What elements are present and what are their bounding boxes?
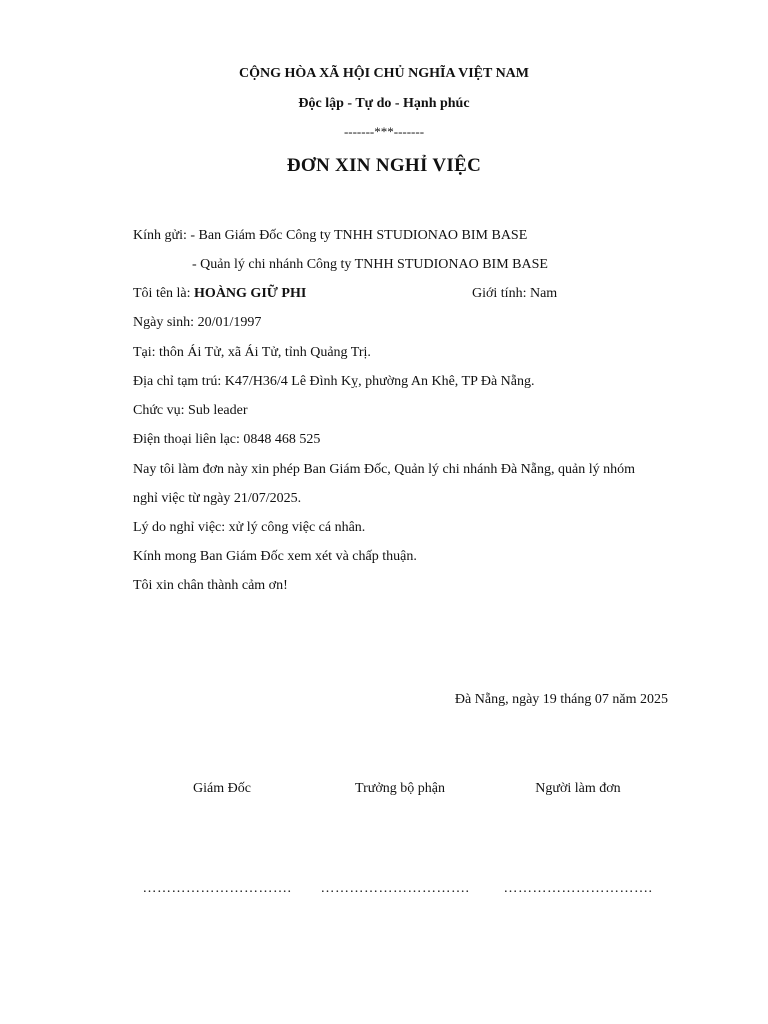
birth-line — [133, 315, 261, 331]
recipient-prefix: Kính gửi: — [133, 228, 191, 243]
origin-line — [133, 345, 371, 361]
thanks-line: Tôi xin chân thành cảm ơn! — [133, 578, 288, 593]
applicant-name: HOÀNG GIỮ PHI — [194, 286, 307, 301]
gender-label: Giới tính: — [472, 286, 530, 301]
hope-line: Kính mong Ban Giám Đốc xem xét và chấp thuận. — [133, 549, 417, 564]
recipient-board: - Ban Giám Đốc Công ty TNHH STUDIONAO BIM BASE — [190, 228, 528, 243]
national-title: CỘNG HÒA XÃ HỘI CHỦ NGHĨA VIỆT NAM — [238, 66, 529, 81]
signature-line-department-head: …………………………. — [320, 881, 470, 896]
position-value: Sub leader — [188, 403, 248, 418]
document-title: ĐƠN XIN NGHỈ VIỆC — [286, 155, 482, 176]
reason-line: Lý do nghỉ việc: xử lý công việc cá nhân. — [133, 520, 366, 535]
position-line — [133, 403, 248, 419]
birth-label: Ngày sinh: — [133, 315, 198, 330]
signature-label-director: Giám Đốc — [193, 781, 251, 796]
date-place: Đà Nẵng, ngày 19 tháng 07 năm 2025 — [454, 692, 668, 707]
recipient-manager: - Quản lý chi nhánh Công ty TNHH STUDIONAO BIM BASE — [192, 257, 548, 272]
gender-value: Nam — [529, 286, 558, 301]
signature-line-applicant: …………………………. — [503, 881, 653, 896]
phone-label: Điện thoại liên lạc: — [133, 432, 244, 447]
position-label: Chức vụ: — [133, 403, 189, 418]
name-label: Tôi tên là: — [133, 286, 195, 301]
signature-label-department-head: Trưởng bộ phận — [355, 781, 445, 796]
address-line — [133, 374, 535, 390]
header-divider: -------***------- — [343, 124, 425, 139]
national-motto: Độc lập - Tự do - Hạnh phúc — [298, 96, 470, 111]
request-line-1: Nay tôi làm đơn này xin phép Ban Giám Đốc, Quản lý chi nhánh Đà Nẵng, quản lý nhóm — [133, 462, 635, 477]
request-line-2: nghỉ việc từ ngày 21/07/2025. — [133, 491, 302, 506]
phone-value: 0848 468 525 — [243, 432, 321, 447]
origin-label: Tại: — [133, 345, 160, 360]
origin-value: thôn Ái Tử, xã Ái Tử, tỉnh Quảng Trị. — [159, 345, 371, 360]
address-label: Địa chỉ tạm trú: — [133, 374, 225, 389]
address-value: K47/H36/4 Lê Đình Kỵ, phường An Khê, TP Đà Nẵng. — [224, 374, 535, 389]
birth-value: 20/01/1997 — [197, 315, 262, 330]
gender-line — [472, 286, 557, 302]
signature-line-director: …………………………. — [142, 881, 292, 896]
phone-line — [133, 432, 320, 448]
applicant-name-line — [133, 286, 306, 302]
recipient-line-1 — [133, 228, 527, 244]
signature-label-applicant: Người làm đơn — [535, 781, 621, 796]
